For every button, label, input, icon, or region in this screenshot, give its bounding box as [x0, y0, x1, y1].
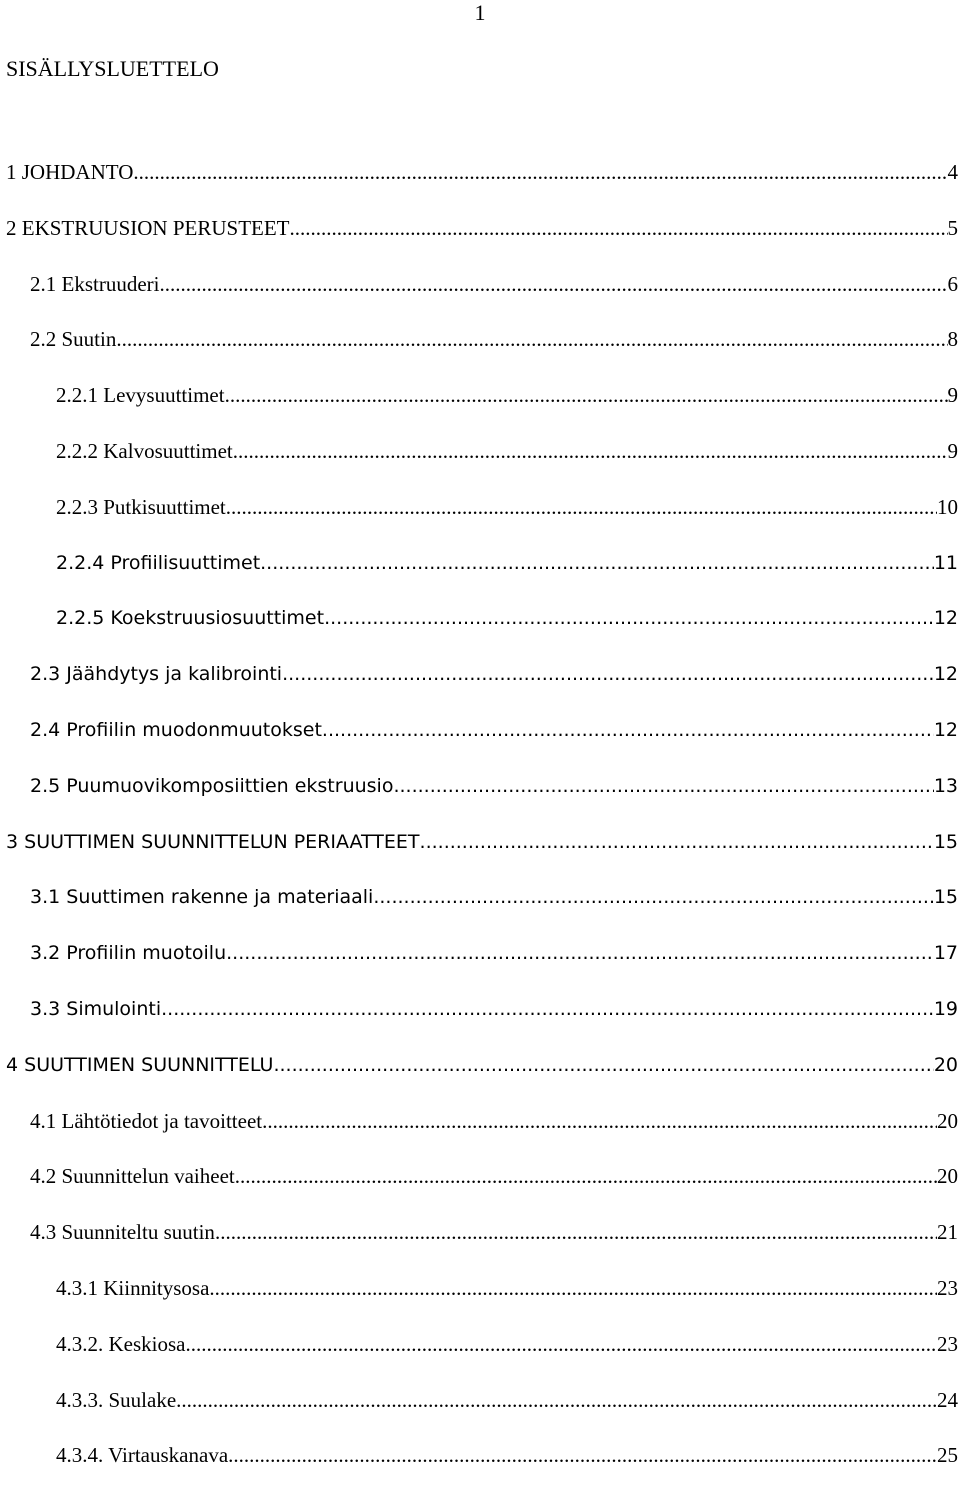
toc-entry-title: 4.3.2. Keskiosa [56, 1331, 186, 1357]
toc-entry-page-number: 25 [937, 1442, 960, 1468]
toc-entry-title: 2 EKSTRUUSION PERUSTEET [6, 215, 290, 241]
toc-entry-title: 2.2.2 Kalvosuuttimet [56, 438, 233, 464]
toc-entry[interactable] [0, 661, 960, 717]
toc-dot-leader [225, 382, 948, 408]
toc-entry-page-number: 20 [934, 1052, 960, 1078]
toc-entry-page-number: 8 [948, 326, 960, 352]
toc-dot-leader [282, 661, 934, 687]
toc-entry-title: 4 SUUTTIMEN SUUNNITTELU [6, 1052, 273, 1078]
toc-dot-leader [159, 271, 947, 297]
toc-entry[interactable] [0, 717, 960, 773]
toc-dot-leader [420, 829, 934, 855]
toc-dot-leader [235, 1163, 937, 1189]
toc-entry-title: 2.2.3 Putkisuuttimet [56, 494, 226, 520]
toc-entry-title: 1 JOHDANTO [6, 159, 133, 185]
toc-entry-page-number: 19 [934, 996, 960, 1022]
toc-entry-title: 4.3 Suunniteltu suutin [30, 1219, 215, 1245]
toc-dot-leader [116, 326, 947, 352]
toc-entry-page-number: 12 [934, 717, 960, 743]
toc-entry[interactable] [0, 884, 960, 940]
toc-entry[interactable] [0, 940, 960, 996]
toc-entry[interactable] [0, 996, 960, 1052]
toc-entry-page-number: 11 [934, 550, 960, 576]
toc-dot-leader [262, 1108, 937, 1134]
toc-entry-page-number: 12 [934, 605, 960, 631]
toc-entry-page-number: 24 [937, 1387, 960, 1413]
toc-entry-page-number: 23 [937, 1275, 960, 1301]
toc-entry-page-number: 12 [934, 661, 960, 687]
toc-title: SISÄLLYSLUETTELO [6, 56, 219, 82]
toc-entry[interactable] [0, 550, 960, 606]
page-number: 1 [0, 0, 960, 26]
toc-entry-title: 2.2 Suutin [30, 326, 116, 352]
toc-entry[interactable] [0, 382, 960, 438]
toc-entry-page-number: 13 [934, 773, 960, 799]
toc-entry-title: 4.3.3. Suulake [56, 1387, 176, 1413]
toc-entry-title: 4.1 Lähtötiedot ja tavoitteet [30, 1108, 262, 1134]
toc-entry-page-number: 10 [937, 494, 960, 520]
toc-entry-title: 2.3 Jäähdytys ja kalibrointi [30, 661, 282, 687]
toc-dot-leader [233, 438, 948, 464]
toc-dot-leader [393, 773, 933, 799]
toc-entry[interactable] [0, 1275, 960, 1331]
toc-entry[interactable] [0, 829, 960, 885]
toc-entry[interactable] [0, 1108, 960, 1164]
toc-entry[interactable] [0, 1163, 960, 1219]
toc-dot-leader [161, 996, 934, 1022]
toc-entry-page-number: 17 [934, 940, 960, 966]
toc-entry-title: 2.4 Profiilin muodonmuutokset [30, 717, 322, 743]
toc-entry-page-number: 9 [948, 438, 960, 464]
toc-entry[interactable] [0, 215, 960, 271]
toc-dot-leader [215, 1219, 937, 1245]
toc-entry[interactable] [0, 1442, 960, 1498]
toc-dot-leader [324, 605, 934, 631]
toc-entry-page-number: 15 [934, 884, 960, 910]
toc-entry-page-number: 4 [948, 159, 960, 185]
toc-entry[interactable] [0, 1331, 960, 1387]
toc-entry-title: 2.2.1 Levysuuttimet [56, 382, 225, 408]
toc-entry-title: 4.2 Suunnittelun vaiheet [30, 1163, 235, 1189]
toc-dot-leader [226, 940, 934, 966]
toc-entry-page-number: 9 [948, 382, 960, 408]
toc-entry-title: 3.2 Profiilin muotoilu [30, 940, 226, 966]
toc-entry-page-number: 20 [937, 1108, 960, 1134]
toc-dot-leader [273, 1052, 933, 1078]
toc-entry-title: 3.1 Suuttimen rakenne ja materiaali [30, 884, 373, 910]
toc-entry[interactable] [0, 773, 960, 829]
toc-entry-title: 2.2.4 Profiilisuuttimet [56, 550, 260, 576]
toc-entry-page-number: 15 [934, 829, 960, 855]
toc-entry[interactable] [0, 438, 960, 494]
toc-dot-leader [373, 884, 933, 910]
toc-dot-leader [322, 717, 934, 743]
toc-entry-page-number: 20 [937, 1163, 960, 1189]
toc-entry[interactable] [0, 1052, 960, 1108]
toc-entry-page-number: 21 [937, 1219, 960, 1245]
toc-entry-title: 4.3.1 Kiinnitysosa [56, 1275, 209, 1301]
toc-entry[interactable] [0, 326, 960, 382]
toc-dot-leader [290, 215, 948, 241]
toc-dot-leader [260, 550, 934, 576]
toc-entry[interactable] [0, 271, 960, 327]
toc-entry[interactable] [0, 605, 960, 661]
toc-entry[interactable] [0, 159, 960, 215]
toc-dot-leader [186, 1331, 938, 1357]
toc-entry-page-number: 6 [948, 271, 960, 297]
toc-dot-leader [133, 159, 947, 185]
toc-entry-title: 2.2.5 Koekstruusiosuuttimet [56, 605, 324, 631]
toc-entry[interactable] [0, 1387, 960, 1443]
toc-entry-title: 2.1 Ekstruuderi [30, 271, 159, 297]
toc-dot-leader [209, 1275, 937, 1301]
toc-dot-leader [176, 1387, 937, 1413]
toc-entry-page-number: 23 [937, 1331, 960, 1357]
toc-entry-title: 3 SUUTTIMEN SUUNNITTELUN PERIAATTEET [6, 829, 420, 855]
toc-entry-title: 4.3.4. Virtauskanava [56, 1442, 228, 1468]
toc-entry[interactable] [0, 494, 960, 550]
table-of-contents [0, 159, 960, 1498]
toc-dot-leader [226, 494, 937, 520]
toc-entry-page-number: 5 [948, 215, 960, 241]
toc-entry-title: 3.3 Simulointi [30, 996, 161, 1022]
toc-entry-title: 2.5 Puumuovikomposiittien ekstruusio [30, 773, 393, 799]
toc-dot-leader [228, 1442, 937, 1468]
toc-entry[interactable] [0, 1219, 960, 1275]
